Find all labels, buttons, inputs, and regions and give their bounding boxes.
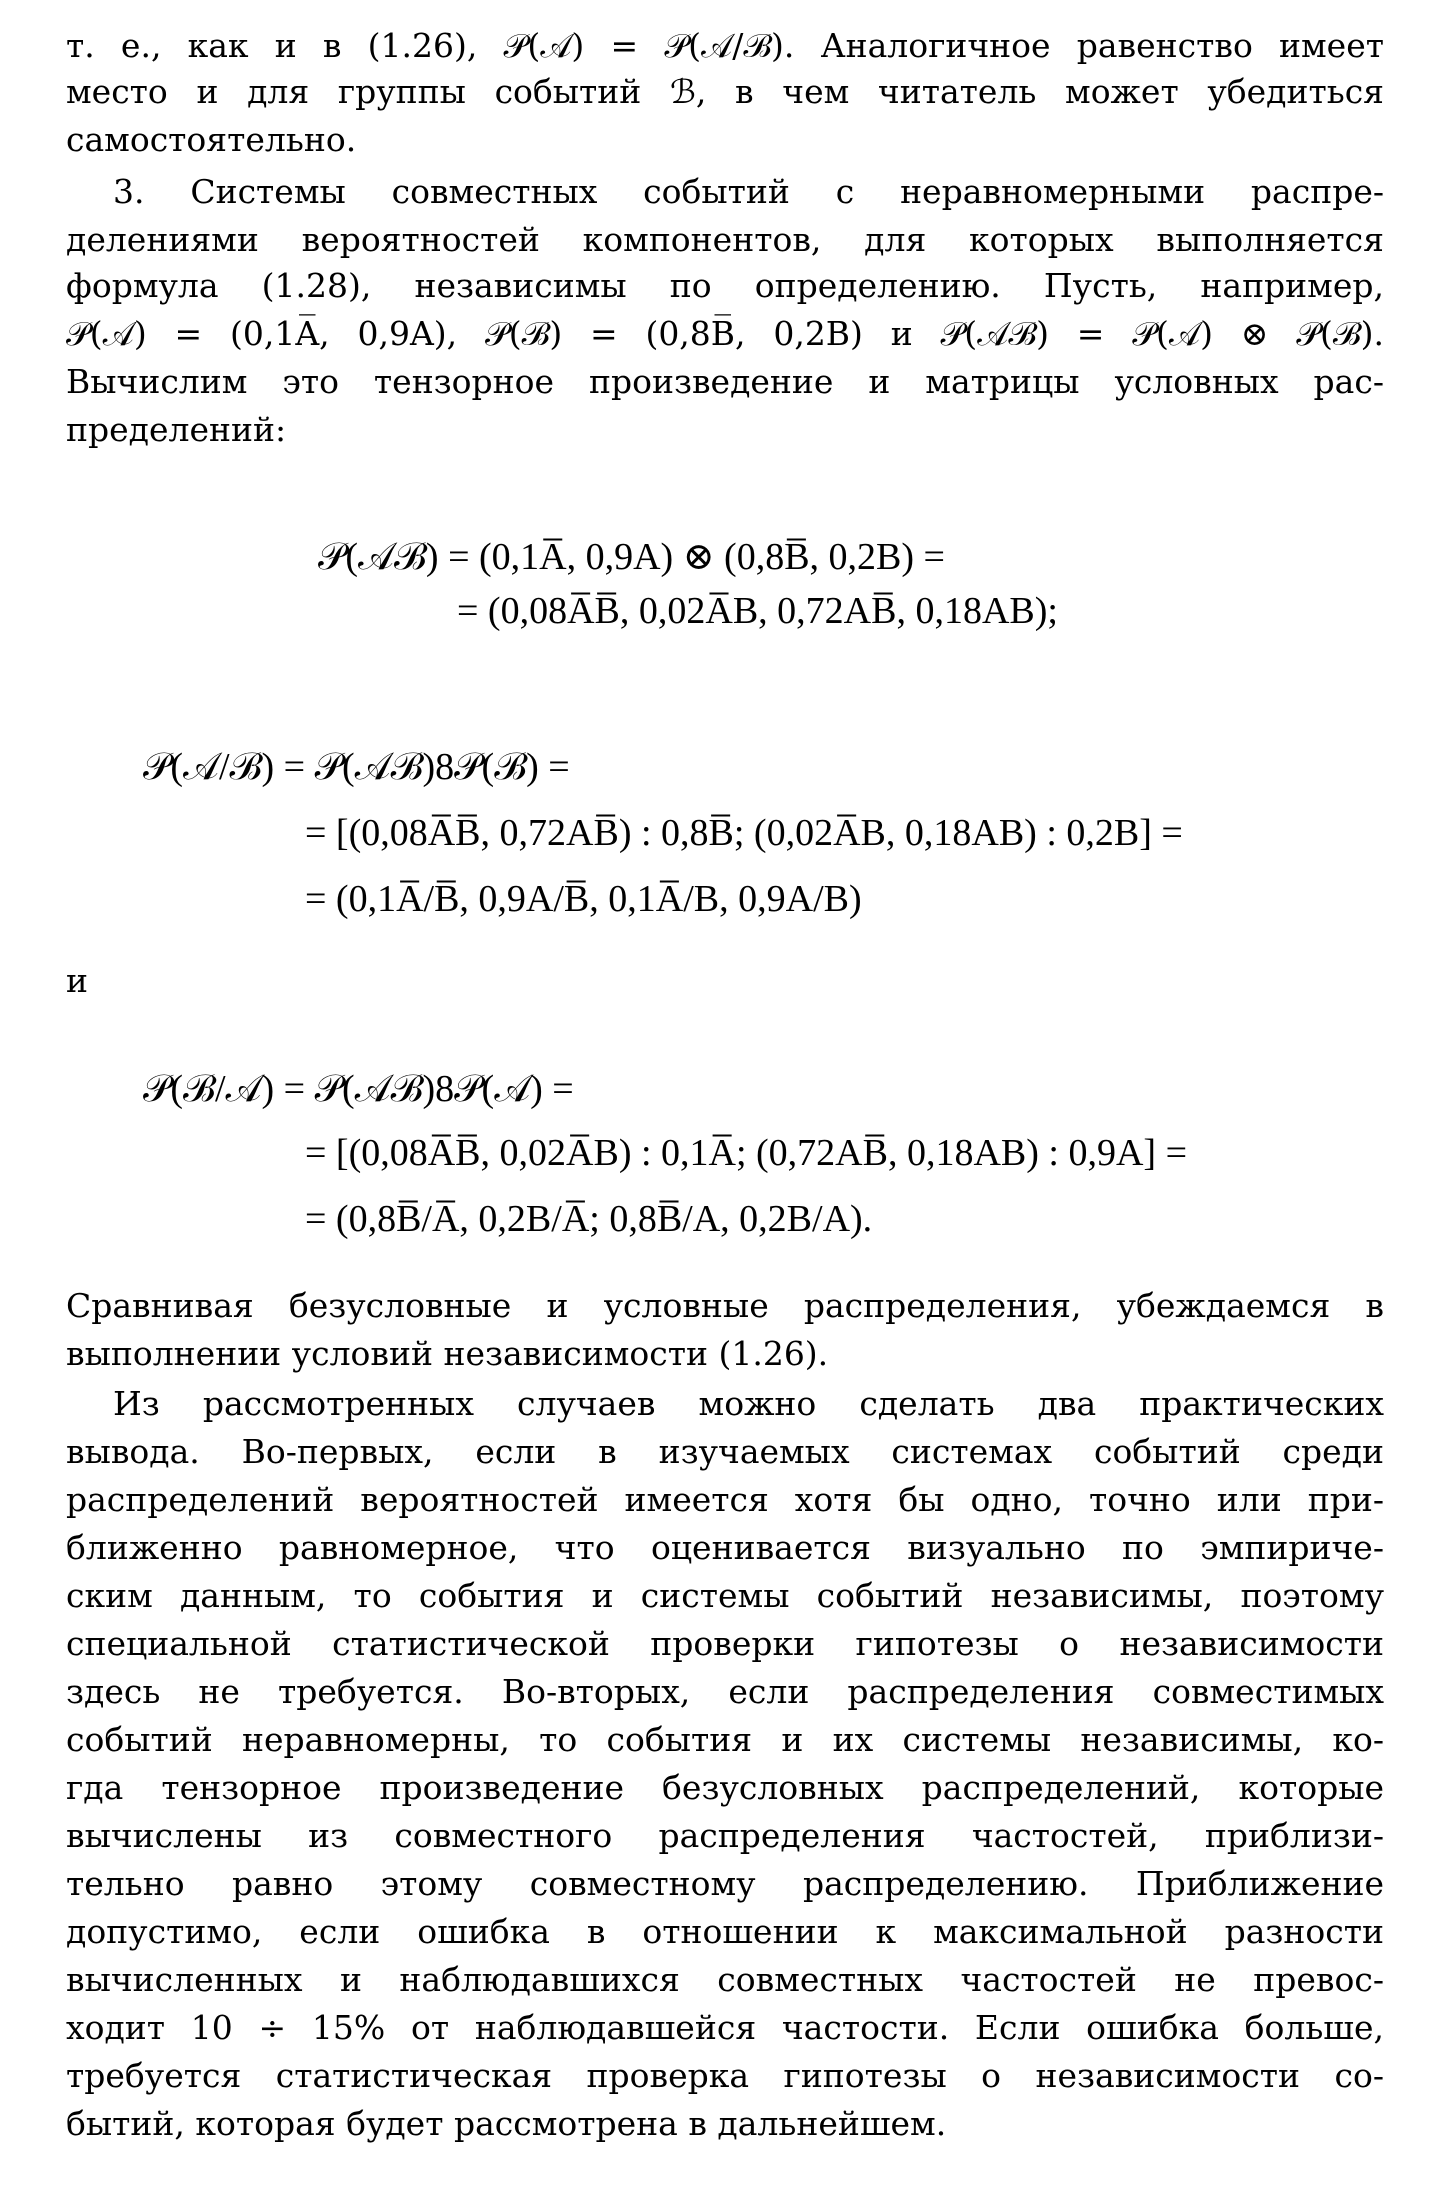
paragraph-4-line-13: вычисленных и наблюдавшихся совместных частостей не превос- xyxy=(66,1960,1384,1999)
paragraph-2-line-3: формула (1.28), независимы по определению. Пусть, например, xyxy=(66,266,1384,305)
paragraph-2-line-2: делениями вероятностей компонентов, для которых выполняется xyxy=(66,220,1384,259)
paragraph-3-line-2: выполнении условий независимости (1.26). xyxy=(66,1334,829,1373)
paragraph-4-line-7: здесь не требуется. Во-вторых, если распределения совместимых xyxy=(66,1672,1384,1711)
equation-2-line-1: 𝒫(𝒜/ℬ) = 𝒫(𝒜ℬ)8𝒫(ℬ) = xyxy=(143,746,570,788)
paragraph-4-line-1: Из рассмотренных случаев можно сделать два практических xyxy=(113,1384,1384,1423)
paragraph-1-line-3: самостоятельно. xyxy=(66,120,357,159)
paragraph-2-line-6: пределений: xyxy=(66,410,287,449)
paragraph-2-line-5: Вычислим это тензорное произведение и матрицы условных рас- xyxy=(66,362,1384,401)
paragraph-1-line-2: место и для группы событий ℬ, в чем читатель может убедиться xyxy=(66,72,1384,111)
equation-1-line-2: = (0,08A̅B̅, 0,02A̅B, 0,72AB̅, 0,18AB); xyxy=(457,590,1058,632)
conjunction-word: и xyxy=(66,961,88,1000)
paragraph-4-line-12: допустимо, если ошибка в отношении к максимальной разности xyxy=(66,1912,1384,1951)
paragraph-4-line-8: событий неравномерны, то события и их системы независимы, ко- xyxy=(66,1720,1384,1759)
equation-2-line-3: = (0,1A̅/B̅, 0,9A/B̅, 0,1A̅/B, 0,9A/B) xyxy=(305,878,862,920)
equation-3-line-1: 𝒫(ℬ/𝒜) = 𝒫(𝒜ℬ)8𝒫(𝒜) = xyxy=(143,1068,574,1110)
paragraph-1-line-1: т. е., как и в (1.26), 𝒫(𝒜) = 𝒫(𝒜/ℬ). Аналогичное равенство имеет xyxy=(66,26,1384,65)
paragraph-4-line-3: распределений вероятностей имеется хотя бы одно, точно или при- xyxy=(66,1480,1384,1519)
paragraph-4-line-10: вычислены из совместного распределения частостей, приблизи- xyxy=(66,1816,1384,1855)
paragraph-4-line-9: гда тензорное произведение безусловных распределений, которые xyxy=(66,1768,1384,1807)
paragraph-4-line-15: требуется статистическая проверка гипотезы о независимости со- xyxy=(66,2056,1384,2095)
paragraph-4-line-16: бытий, которая будет рассмотрена в дальнейшем. xyxy=(66,2104,947,2143)
paragraph-3-line-1: Сравнивая безусловные и условные распределения, убеждаемся в xyxy=(66,1286,1384,1325)
paragraph-4-line-5: ским данным, то события и системы событий независимы, поэтому xyxy=(66,1576,1384,1615)
paragraph-2-line-1: 3. Системы совместных событий с неравномерными распре- xyxy=(113,172,1384,211)
paragraph-4-line-14: ходит 10 ÷ 15% от наблюдавшейся частости. Если ошибка больше, xyxy=(66,2008,1384,2047)
paragraph-4-line-2: вывода. Во-первых, если в изучаемых системах событий среди xyxy=(66,1432,1384,1471)
paragraph-4-line-11: тельно равно этому совместному распределению. Приближение xyxy=(66,1864,1384,1903)
paragraph-2-line-4: 𝒫(𝒜) = (0,1A̅, 0,9A), 𝒫(ℬ) = (0,8B̅, 0,2B) и 𝒫(𝒜ℬ) = 𝒫(𝒜) ⊗ 𝒫(ℬ). xyxy=(66,314,1384,353)
equation-1-line-1: 𝒫(𝒜ℬ) = (0,1A̅, 0,9A) ⊗ (0,8B̅, 0,2B) = xyxy=(318,536,945,578)
paragraph-4-line-4: ближенно равномерное, что оценивается визуально по эмпириче- xyxy=(66,1528,1384,1567)
equation-2-line-2: = [(0,08A̅B̅, 0,72AB̅) : 0,8B̅; (0,02A̅B, 0,18AB) : 0,2B] = xyxy=(305,812,1183,854)
equation-3-line-2: = [(0,08A̅B̅, 0,02A̅B) : 0,1A̅; (0,72AB̅, 0,18AB) : 0,9A] = xyxy=(305,1132,1187,1174)
equation-3-line-3: = (0,8B̅/A̅, 0,2B/A̅; 0,8B̅/A, 0,2B/A). xyxy=(305,1198,873,1240)
paragraph-4-line-6: специальной статистической проверки гипотезы о независимости xyxy=(66,1624,1384,1663)
